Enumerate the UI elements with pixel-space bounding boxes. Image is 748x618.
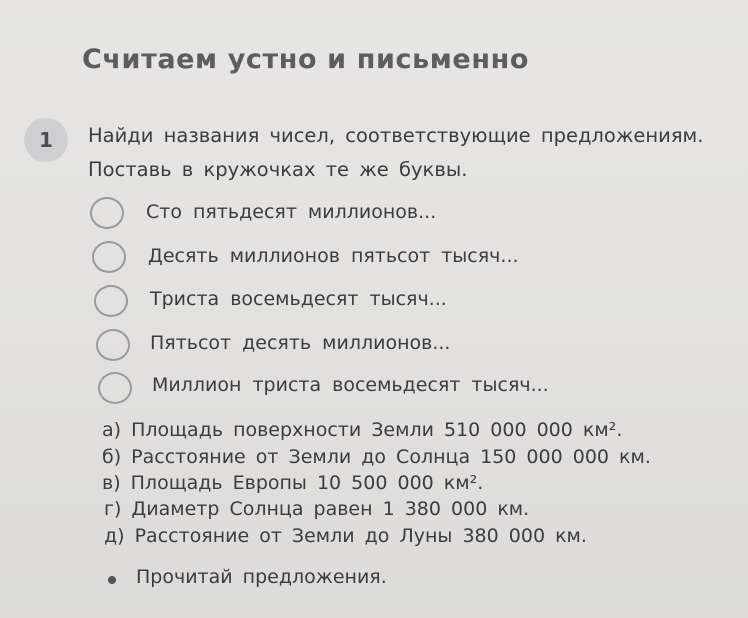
task-instruction-line-2: Поставь в кружочках те же буквы. xyxy=(88,158,468,181)
section-title: Считаем устно и письменно xyxy=(82,44,529,75)
option-sentence-4: Пятьсот десять миллионов... xyxy=(150,332,451,354)
fact-a: а) Площадь поверхности Земли 510 000 000 км². xyxy=(102,419,623,441)
answer-circle-3[interactable] xyxy=(94,285,128,317)
answer-circle-1[interactable] xyxy=(90,197,124,229)
fact-b: б) Расстояние от Земли до Солнца 150 000 000 км. xyxy=(102,446,651,468)
task-number-badge: 1 xyxy=(24,118,68,162)
read-sentences-instruction: Прочитай предложения. xyxy=(136,566,387,588)
fact-g: г) Диаметр Солнца равен 1 380 000 км. xyxy=(104,498,530,520)
bullet-marker xyxy=(108,576,116,584)
fact-v: в) Площадь Европы 10 500 000 км². xyxy=(102,472,484,494)
answer-circle-5[interactable] xyxy=(98,372,132,404)
task-instruction-line-1: Найди названия чисел, соответствующие предложениям. xyxy=(88,124,704,147)
option-sentence-2: Десять миллионов пятьсот тысяч... xyxy=(148,245,519,267)
answer-circle-4[interactable] xyxy=(96,329,130,361)
answer-circle-2[interactable] xyxy=(92,241,126,273)
option-sentence-5: Миллион триста восемьдесят тысяч... xyxy=(152,374,549,396)
option-sentence-3: Триста восемьдесят тысяч... xyxy=(150,288,447,310)
option-sentence-1: Сто пятьдесят миллионов... xyxy=(146,201,437,223)
fact-d: д) Расстояние от Земли до Луны 380 000 км. xyxy=(104,525,587,547)
